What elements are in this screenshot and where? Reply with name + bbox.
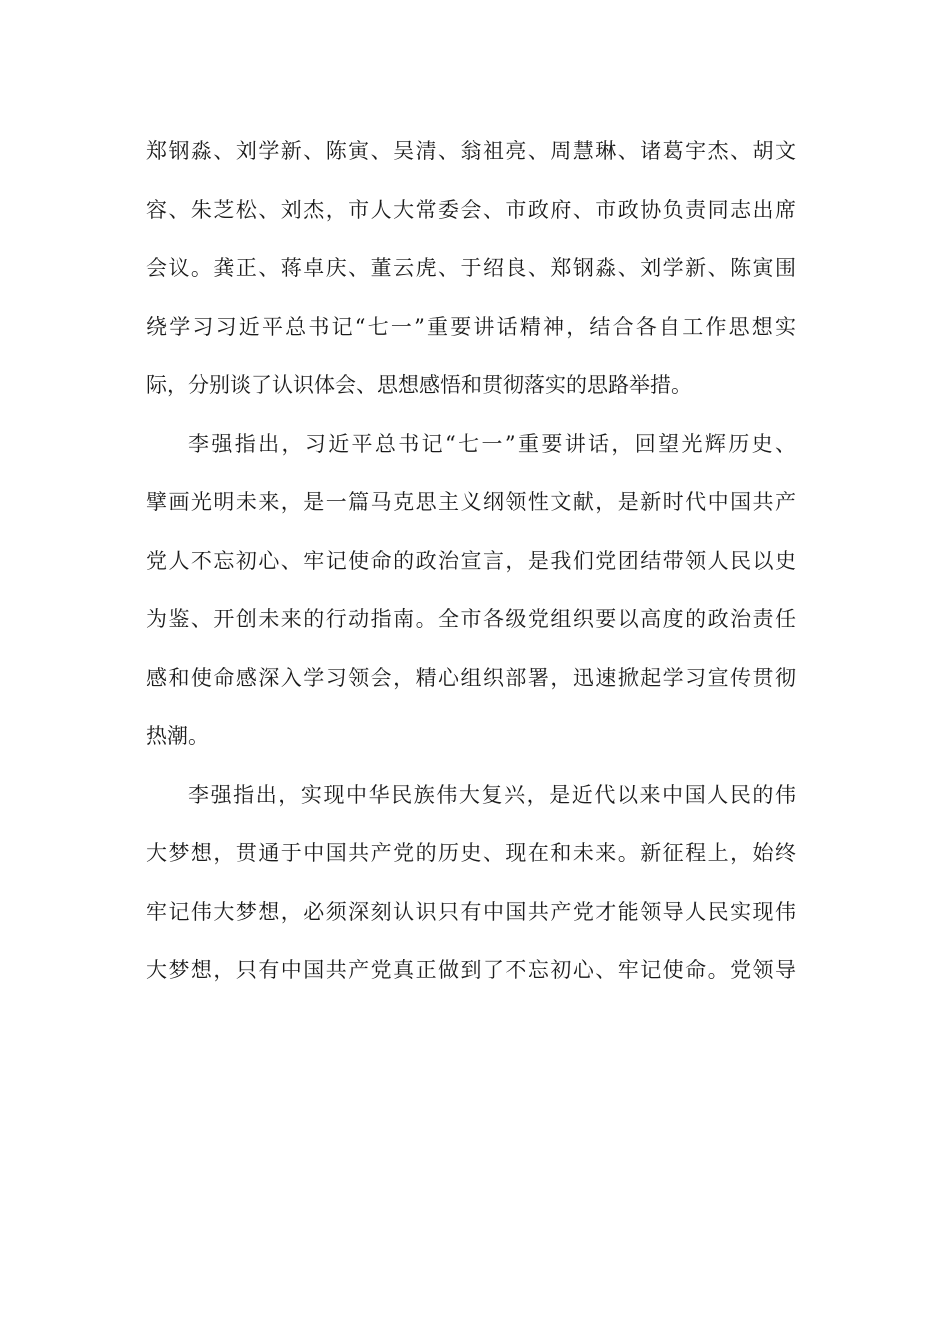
text-line: 容、朱芝松、刘杰，市人大常委会、市政府、市政协负责同志出席 xyxy=(146,197,796,222)
text-line: 党人不忘初心、牢记使命的政治宣言，是我们党团结带领人民以史 xyxy=(146,548,796,573)
paragraph-1 xyxy=(146,122,796,415)
paragraph-2 xyxy=(146,415,796,766)
text-line: 擘画光明未来，是一篇马克思主义纲领性文献，是新时代中国共产 xyxy=(146,490,796,514)
text-line: 热潮。 xyxy=(146,724,209,748)
text-line: 会议。龚正、蒋卓庆、董云虎、于绍良、郑钢淼、刘学新、陈寅围 xyxy=(146,256,796,280)
text-line: 郑钢淼、刘学新、陈寅、吴清、翁祖亮、周慧琳、诸葛宇杰、胡文 xyxy=(146,139,796,163)
text-line: 大梦想，贯通于中国共产党的历史、现在和未来。新征程上，始终 xyxy=(146,841,796,865)
document-body xyxy=(146,122,796,1000)
text-line: 牢记伟大梦想，必须深刻认识只有中国共产党才能领导人民实现伟 xyxy=(146,899,796,924)
text-line: 大梦想，只有中国共产党真正做到了不忘初心、牢记使命。党领导 xyxy=(146,958,796,982)
paragraph-3 xyxy=(146,766,796,1000)
text-line: 李强指出，实现中华民族伟大复兴，是近代以来中国人民的伟 xyxy=(188,782,796,807)
text-line: 绕学习习近平总书记“七一”重要讲话精神，结合各自工作思想实 xyxy=(146,314,796,339)
text-line: 际，分别谈了认识体会、思想感悟和贯彻落实的思路举措。 xyxy=(146,373,692,397)
text-line: 感和使命感深入学习领会，精心组织部署，迅速掀起学习宣传贯彻 xyxy=(146,665,796,690)
text-line: 李强指出，习近平总书记“七一”重要讲话，回望光辉历史、 xyxy=(188,431,796,456)
text-line: 为鉴、开创未来的行动指南。全市各级党组织要以高度的政治责任 xyxy=(146,607,796,631)
